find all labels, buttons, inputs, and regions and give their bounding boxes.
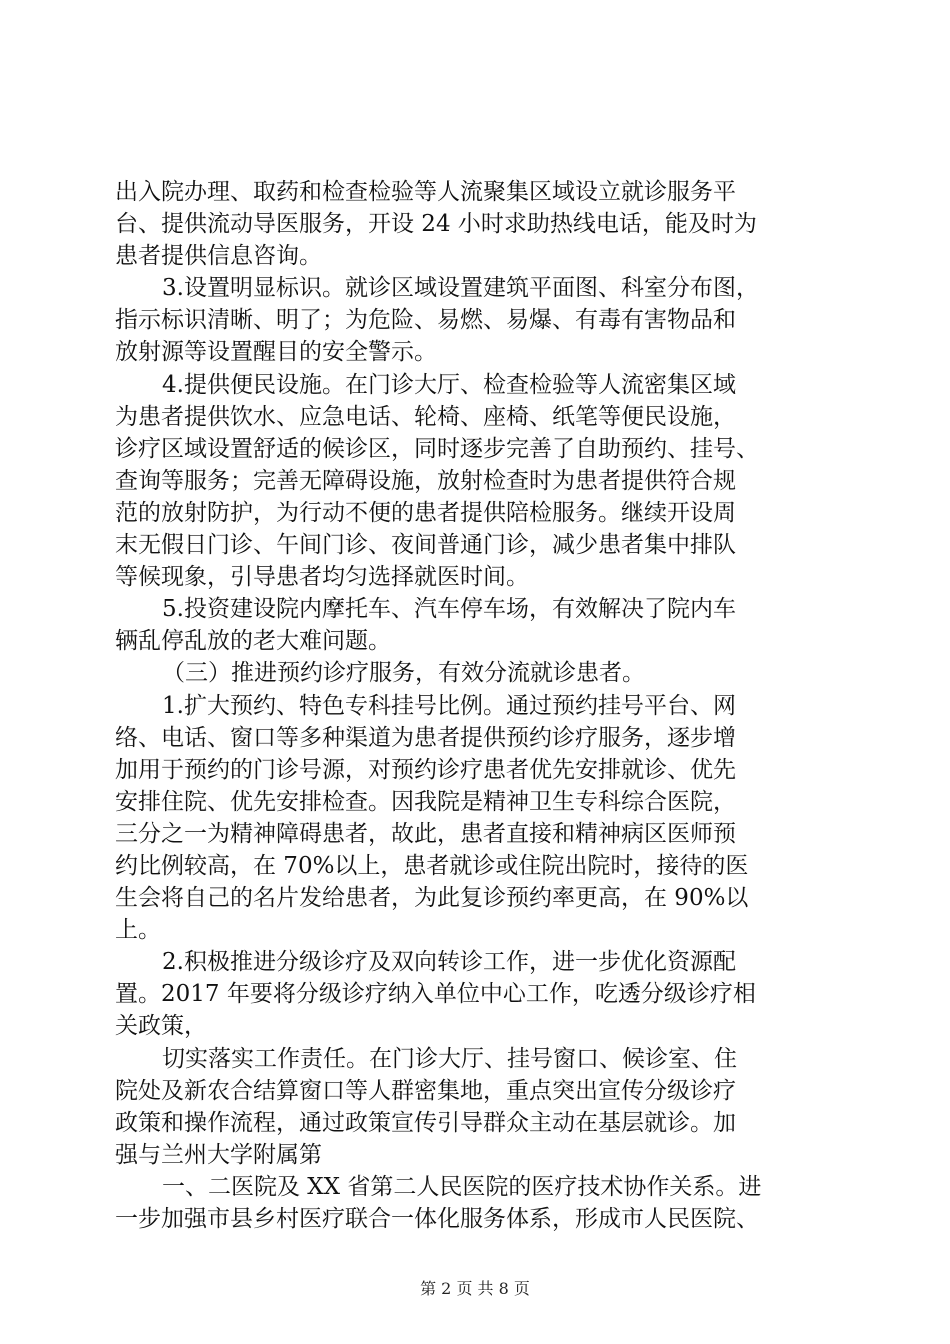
- text-line: 强与兰州大学附属第: [115, 1141, 322, 1168]
- text-line: 放射源等设置醒目的安全警示。: [115, 339, 437, 366]
- text-line: 生会将自己的名片发给患者，为此复诊预约率更高，在 90%以: [115, 885, 749, 912]
- paragraph-start-line: 2.积极推进分级诊疗及双向转诊工作，进一步优化资源配: [162, 949, 736, 976]
- text-line: 关政策，: [115, 1013, 207, 1040]
- text-line: 加用于预约的门诊号源，对预约诊疗患者优先安排就诊、优先: [115, 756, 736, 783]
- page-number-footer: 第 2 页 共 8 页: [420, 1279, 530, 1298]
- text-line: 辆乱停乱放的老大难问题。: [115, 628, 391, 655]
- text-line: 为患者提供饮水、应急电话、轮椅、座椅、纸笔等便民设施，: [115, 403, 736, 430]
- text-line: 患者提供信息咨询。: [115, 243, 322, 270]
- paragraph-start-line: 1.扩大预约、特色专科挂号比例。通过预约挂号平台、网: [162, 692, 736, 719]
- text-line: 安排住院、优先安排检查。因我院是精神卫生专科综合医院，: [115, 788, 736, 815]
- text-line: 诊疗区域设置舒适的候诊区，同时逐步完善了自助预约、挂号、: [115, 435, 759, 462]
- paragraph-start-line: 3.设置明显标识。就诊区域设置建筑平面图、科室分布图，: [162, 275, 759, 302]
- text-line: 台、提供流动导医服务，开设 24 小时求助热线电话，能及时为: [115, 211, 757, 238]
- text-line: 上。: [115, 917, 161, 944]
- text-line: 查询等服务；完善无障碍设施，放射检查时为患者提供符合规: [115, 467, 736, 494]
- document-body: [115, 176, 835, 1235]
- text-line: 院处及新农合结算窗口等人群密集地，重点突出宣传分级诊疗: [115, 1077, 736, 1104]
- paragraph-start-line: 4.提供便民设施。在门诊大厅、检查检验等人流密集区域: [162, 371, 736, 398]
- text-line: 末无假日门诊、午间门诊、夜间普通门诊，减少患者集中排队: [115, 532, 736, 559]
- text-line: 范的放射防护，为行动不便的患者提供陪检服务。继续开设周: [115, 499, 736, 526]
- text-line: 置。2017 年要将分级诊疗纳入单位中心工作，吃透分级诊疗相: [115, 981, 756, 1008]
- text-line: 三分之一为精神障碍患者，故此，患者直接和精神病区医师预: [115, 820, 736, 847]
- paragraph-start-line: 5.投资建设院内摩托车、汽车停车场，有效解决了院内车: [162, 596, 736, 623]
- paragraph-start-line: 一、二医院及 XX 省第二人民医院的医疗技术协作关系。进: [162, 1173, 762, 1200]
- text-line: 一步加强市县乡村医疗联合一体化服务体系，形成市人民医院、: [115, 1206, 759, 1232]
- paragraph-start-line: 切实落实工作责任。在门诊大厅、挂号窗口、候诊室、住: [162, 1045, 737, 1072]
- text-line: 政策和操作流程，通过政策宣传引导群众主动在基层就诊。加: [115, 1109, 736, 1136]
- text-line: 络、电话、窗口等多种渠道为患者提供预约诊疗服务，逐步增: [115, 724, 736, 751]
- text-line: 等候现象，引导患者均匀选择就医时间。: [115, 564, 529, 591]
- text-line: 约比例较高，在 70%以上，患者就诊或住院出院时，接待的医: [115, 852, 749, 879]
- text-line: 出入院办理、取药和检查检验等人流聚集区域设立就诊服务平: [115, 179, 736, 205]
- text-line: 指示标识清晰、明了；为危险、易燃、易爆、有毒有害物品和: [115, 307, 736, 334]
- section-heading: （三）推进预约诊疗服务，有效分流就诊患者。: [162, 660, 645, 687]
